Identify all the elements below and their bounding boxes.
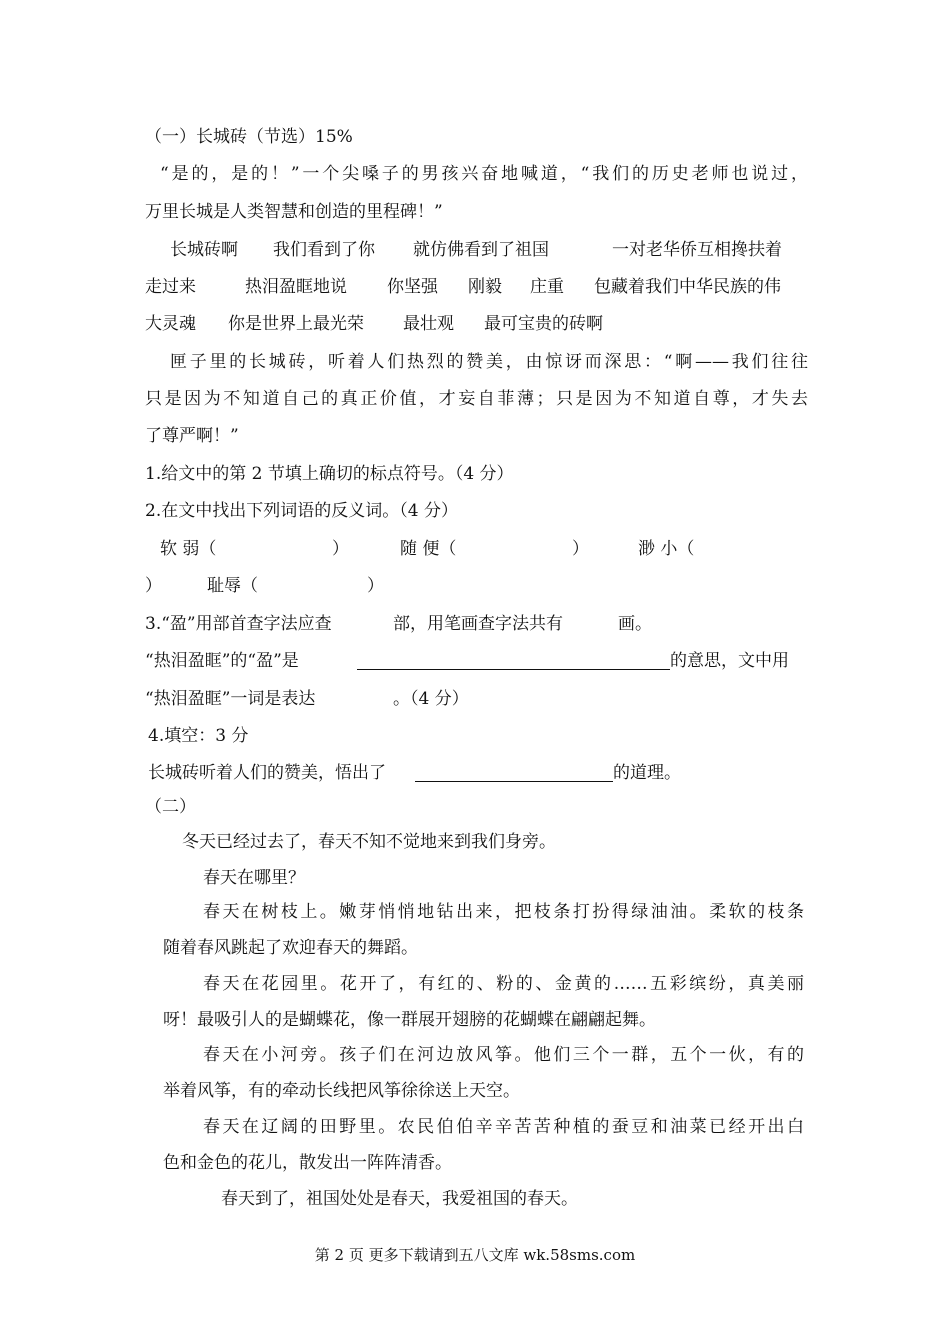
phrase: 包藏着我们中华民族的伟 — [594, 277, 781, 297]
section1-title: （一）长城砖（节选）15% — [145, 127, 353, 147]
phrase: 一对老华侨互相搀扶着 — [612, 240, 782, 260]
passage-line: 春天在辽阔的田野里。农民伯伯辛辛苦苦种植的蚕豆和油菜已经开出白 — [203, 1117, 804, 1137]
paren-close: ） — [572, 539, 589, 559]
question-3-text: 。（4 分） — [393, 689, 469, 709]
question-3-text: “热泪盈眶”的“盈”是 — [145, 651, 299, 671]
phrase: 走过来 — [145, 277, 196, 297]
answer-blank[interactable] — [357, 651, 670, 670]
passage-line: 色和金色的花儿，散发出一阵阵清香。 — [163, 1153, 452, 1173]
phrase: 热泪盈眶地说 — [245, 277, 347, 297]
question-3-text: 画。 — [618, 614, 652, 634]
question-3-text: “热泪盈眶”一词是表达 — [145, 689, 316, 709]
question-4-text: 长城砖听着人们的赞美，悟出了 — [148, 763, 386, 783]
question-2: 2.在文中找出下列词语的反义词。（4 分） — [145, 501, 458, 521]
antonym-prompt: 耻辱（ — [207, 576, 258, 596]
passage-line: 举着风筝，有的牵动长线把风筝徐徐送上天空。 — [163, 1081, 520, 1101]
paren-close: ） — [145, 576, 162, 596]
passage-line: 春天在小河旁。孩子们在河边放风筝。他们三个一群，五个一伙，有的 — [203, 1045, 804, 1065]
passage-line: 呀！最吸引人的是蝴蝶花，像一群展开翅膀的花蝴蝶在翩翩起舞。 — [163, 1010, 656, 1030]
phrase: 大灵魂 — [145, 314, 196, 334]
paragraph-1-line-1: “是的，是的！”一个尖嗓子的男孩兴奋地喊道，“我们的历史老师也说过， — [160, 164, 808, 184]
question-3-text: 部，用笔画查字法共有 — [393, 614, 563, 634]
answer-blank[interactable] — [415, 763, 613, 782]
phrase: 刚毅 — [468, 277, 502, 297]
phrase: 庄重 — [530, 277, 564, 297]
antonym-prompt: 随 便（ — [400, 539, 457, 559]
phrase: 长城砖啊 — [170, 240, 238, 260]
question-4: 4.填空：3 分 — [148, 726, 249, 746]
phrase: 我们看到了你 — [273, 240, 375, 260]
antonym-prompt: 渺 小（ — [638, 539, 695, 559]
section2-title: （二） — [145, 797, 196, 817]
question-3-text: 3.“盈”用部首查字法应查 — [145, 614, 332, 634]
phrase: 最可宝贵的砖啊 — [484, 314, 603, 334]
paragraph-3-line-2: 只是因为不知道自己的真正价值，才妄自菲薄；只是因为不知道自尊，才失去 — [145, 389, 808, 409]
passage-line: 春天在树枝上。嫩芽悄悄地钻出来，把枝条打扮得绿油油。柔软的枝条 — [203, 902, 804, 922]
phrase: 你坚强 — [387, 277, 438, 297]
paren-close: ） — [367, 576, 384, 596]
phrase: 就仿佛看到了祖国 — [413, 240, 549, 260]
question-3-text: 的意思，文中用 — [670, 651, 789, 671]
phrase: 你是世界上最光荣 — [228, 314, 364, 334]
passage-line: 随着春风跳起了欢迎春天的舞蹈。 — [163, 938, 418, 958]
paragraph-3-line-1: 匣子里的长城砖，听着人们热烈的赞美，由惊讶而深思：“啊——我们往往 — [170, 352, 808, 372]
page-footer: 第 2 页 更多下载请到五八文库 wk.58sms.com — [314, 1246, 636, 1264]
question-4-text: 的道理。 — [613, 763, 681, 783]
passage-line: 春天在花园里。花开了，有红的、粉的、金黄的……五彩缤纷，真美丽 — [203, 974, 804, 994]
passage-line: 春天到了，祖国处处是春天，我爱祖国的春天。 — [221, 1189, 578, 1209]
paren-close: ） — [332, 539, 349, 559]
question-1: 1.给文中的第 2 节填上确切的标点符号。（4 分） — [145, 464, 514, 484]
antonym-prompt: 软 弱（ — [160, 539, 217, 559]
passage-line: 春天在哪里？ — [203, 868, 305, 888]
paragraph-1-line-2: 万里长城是人类智慧和创造的里程碑！” — [145, 202, 443, 222]
passage-line: 冬天已经过去了，春天不知不觉地来到我们身旁。 — [182, 832, 556, 852]
phrase: 最壮观 — [403, 314, 454, 334]
paragraph-3-line-3: 了尊严啊！” — [145, 426, 239, 446]
